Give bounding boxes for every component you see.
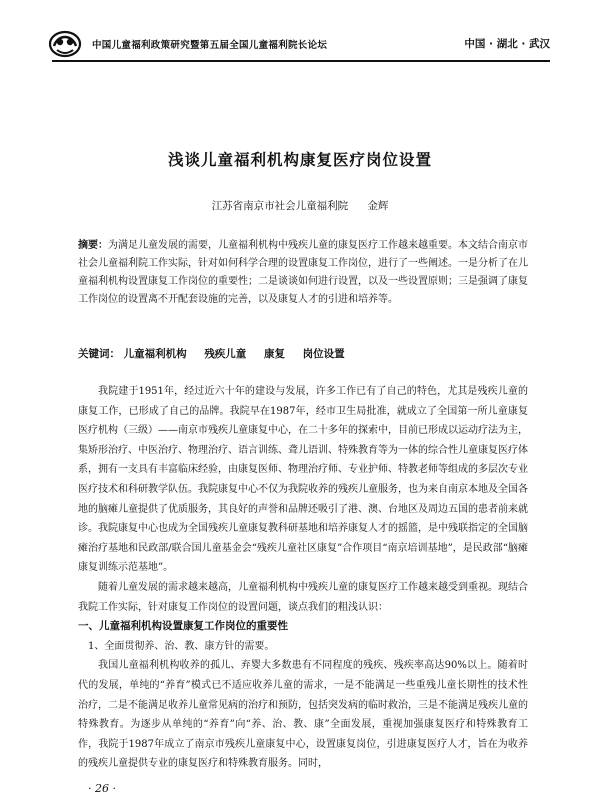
journal-title: 中国儿童福利政策研究暨第五届全国儿童福利院长论坛 [92, 40, 328, 51]
running-header [58, 34, 550, 56]
author-name: 金辉 [367, 200, 389, 212]
body-paragraph: 我国儿童福利机构收养的孤儿、弃婴大多数患有不同程度的残疾、残疾率高达90%以上。随着时代的发展，单纯的“养育”模式已不适应收养儿童的需求，一是不能满足一些重残儿童长期性的技术性治疗，二是不能满足收养儿童常见病的治疗和预防，包括突发病的临时救治，三是不能满足残疾儿童的特殊教育。为逐步从单纯的“养育”向“养、治、教、康”全面发展，重视加强康复医疗和特殊教育工作，我院于1987年成立了南京市残疾儿童康复中心，设置康复岗位，引进康复医疗人才，旨在为收养的残疾儿童提供专业的康复医疗和特殊教育服务。同时， [78, 660, 528, 770]
keyword: 儿童福利机构 [123, 348, 187, 360]
body-paragraph: 随着儿童发展的需求越来越高，儿童福利机构中残疾儿童的康复医疗工作越来越受到重视。现结合我院工作实际，针对康复工作岗位的设置问题，谈点我们的粗浅认识： [78, 581, 528, 613]
author-line [0, 198, 600, 213]
forum-logo-icon [48, 28, 82, 58]
page-number: · 26 · [88, 782, 116, 795]
abstract-text: 为满足儿童发展的需要，儿童福利机构中残疾儿童的康复医疗工作越来越重要。本文结合南京市社会儿童福利院工作实际，针对如何科学合理的设置康复工作岗位，进行了一些阐述。一是分析了在儿童福利机构设置康复工作岗位的重要性；二是谈谈如何进行设置，以及一些设置原则；三是强调了康复工作岗位的设置离不开配套设施的完善，以及康复人才的引进和培养等。 [78, 240, 528, 305]
article-body [78, 382, 528, 774]
conference-location: 中国 · 湖北 · 武汉 [464, 38, 550, 50]
keyword: 残疾儿童 [204, 348, 247, 360]
keywords-label: 关键词： [78, 348, 120, 360]
article-title: 浅谈儿童福利机构康复医疗岗位设置 [167, 150, 432, 169]
keyword: 岗位设置 [302, 348, 345, 360]
abstract-label: 摘要： [78, 240, 108, 251]
abstract [78, 237, 528, 309]
section-heading: 一、儿童福利机构设置康复工作岗位的重要性 [78, 620, 288, 633]
author-affiliation: 江苏省南京市社会儿童福利院 [211, 200, 349, 212]
keyword: 康复 [263, 348, 285, 360]
keywords [78, 346, 528, 361]
header-divider [52, 60, 550, 62]
subsection-heading: 1、全面贯彻养、治、教、康方针的需要。 [88, 640, 275, 652]
body-paragraph: 我院建于1951年，经过近六十年的建设与发展，许多工作已有了自己的特色，尤其是残疾儿童的康复工作，已形成了自己的品牌。我院早在1987年，经市卫生局批准，就成立了全国第一所儿童康复医疗机构（三级）——南京市残疾儿童康复中心，在二十多年的探索中，目前已形成以运动疗法为主，集矫形治疗、中医治疗、物理治疗、语言训练、聋儿语训、特殊教育等为一体的综合性儿童康复医疗体系，拥有一支具有丰富临床经验，由康复医师、物理治疗师、专业护师、特教老师等组成的多层次专业医疗技术和科研教学队伍。我院康复中心不仅为我院收养的残疾儿童服务，也为来自南京本地及全国各地的脑瘫儿童提供了优质服务，其良好的声誉和品牌还吸引了港、澳、台地区及周边五国的患者前来就诊。我院康复中心也成为全国残疾儿童康复教科研基地和培养康复人才的摇篮，是中残联指定的全国脑瘫治疗基地和民政部/联合国儿童基金会“残疾儿童社区康复”合作项目“南京培训基地”，是民政部“脑瘫康复训练示范基地”。 [78, 386, 528, 574]
